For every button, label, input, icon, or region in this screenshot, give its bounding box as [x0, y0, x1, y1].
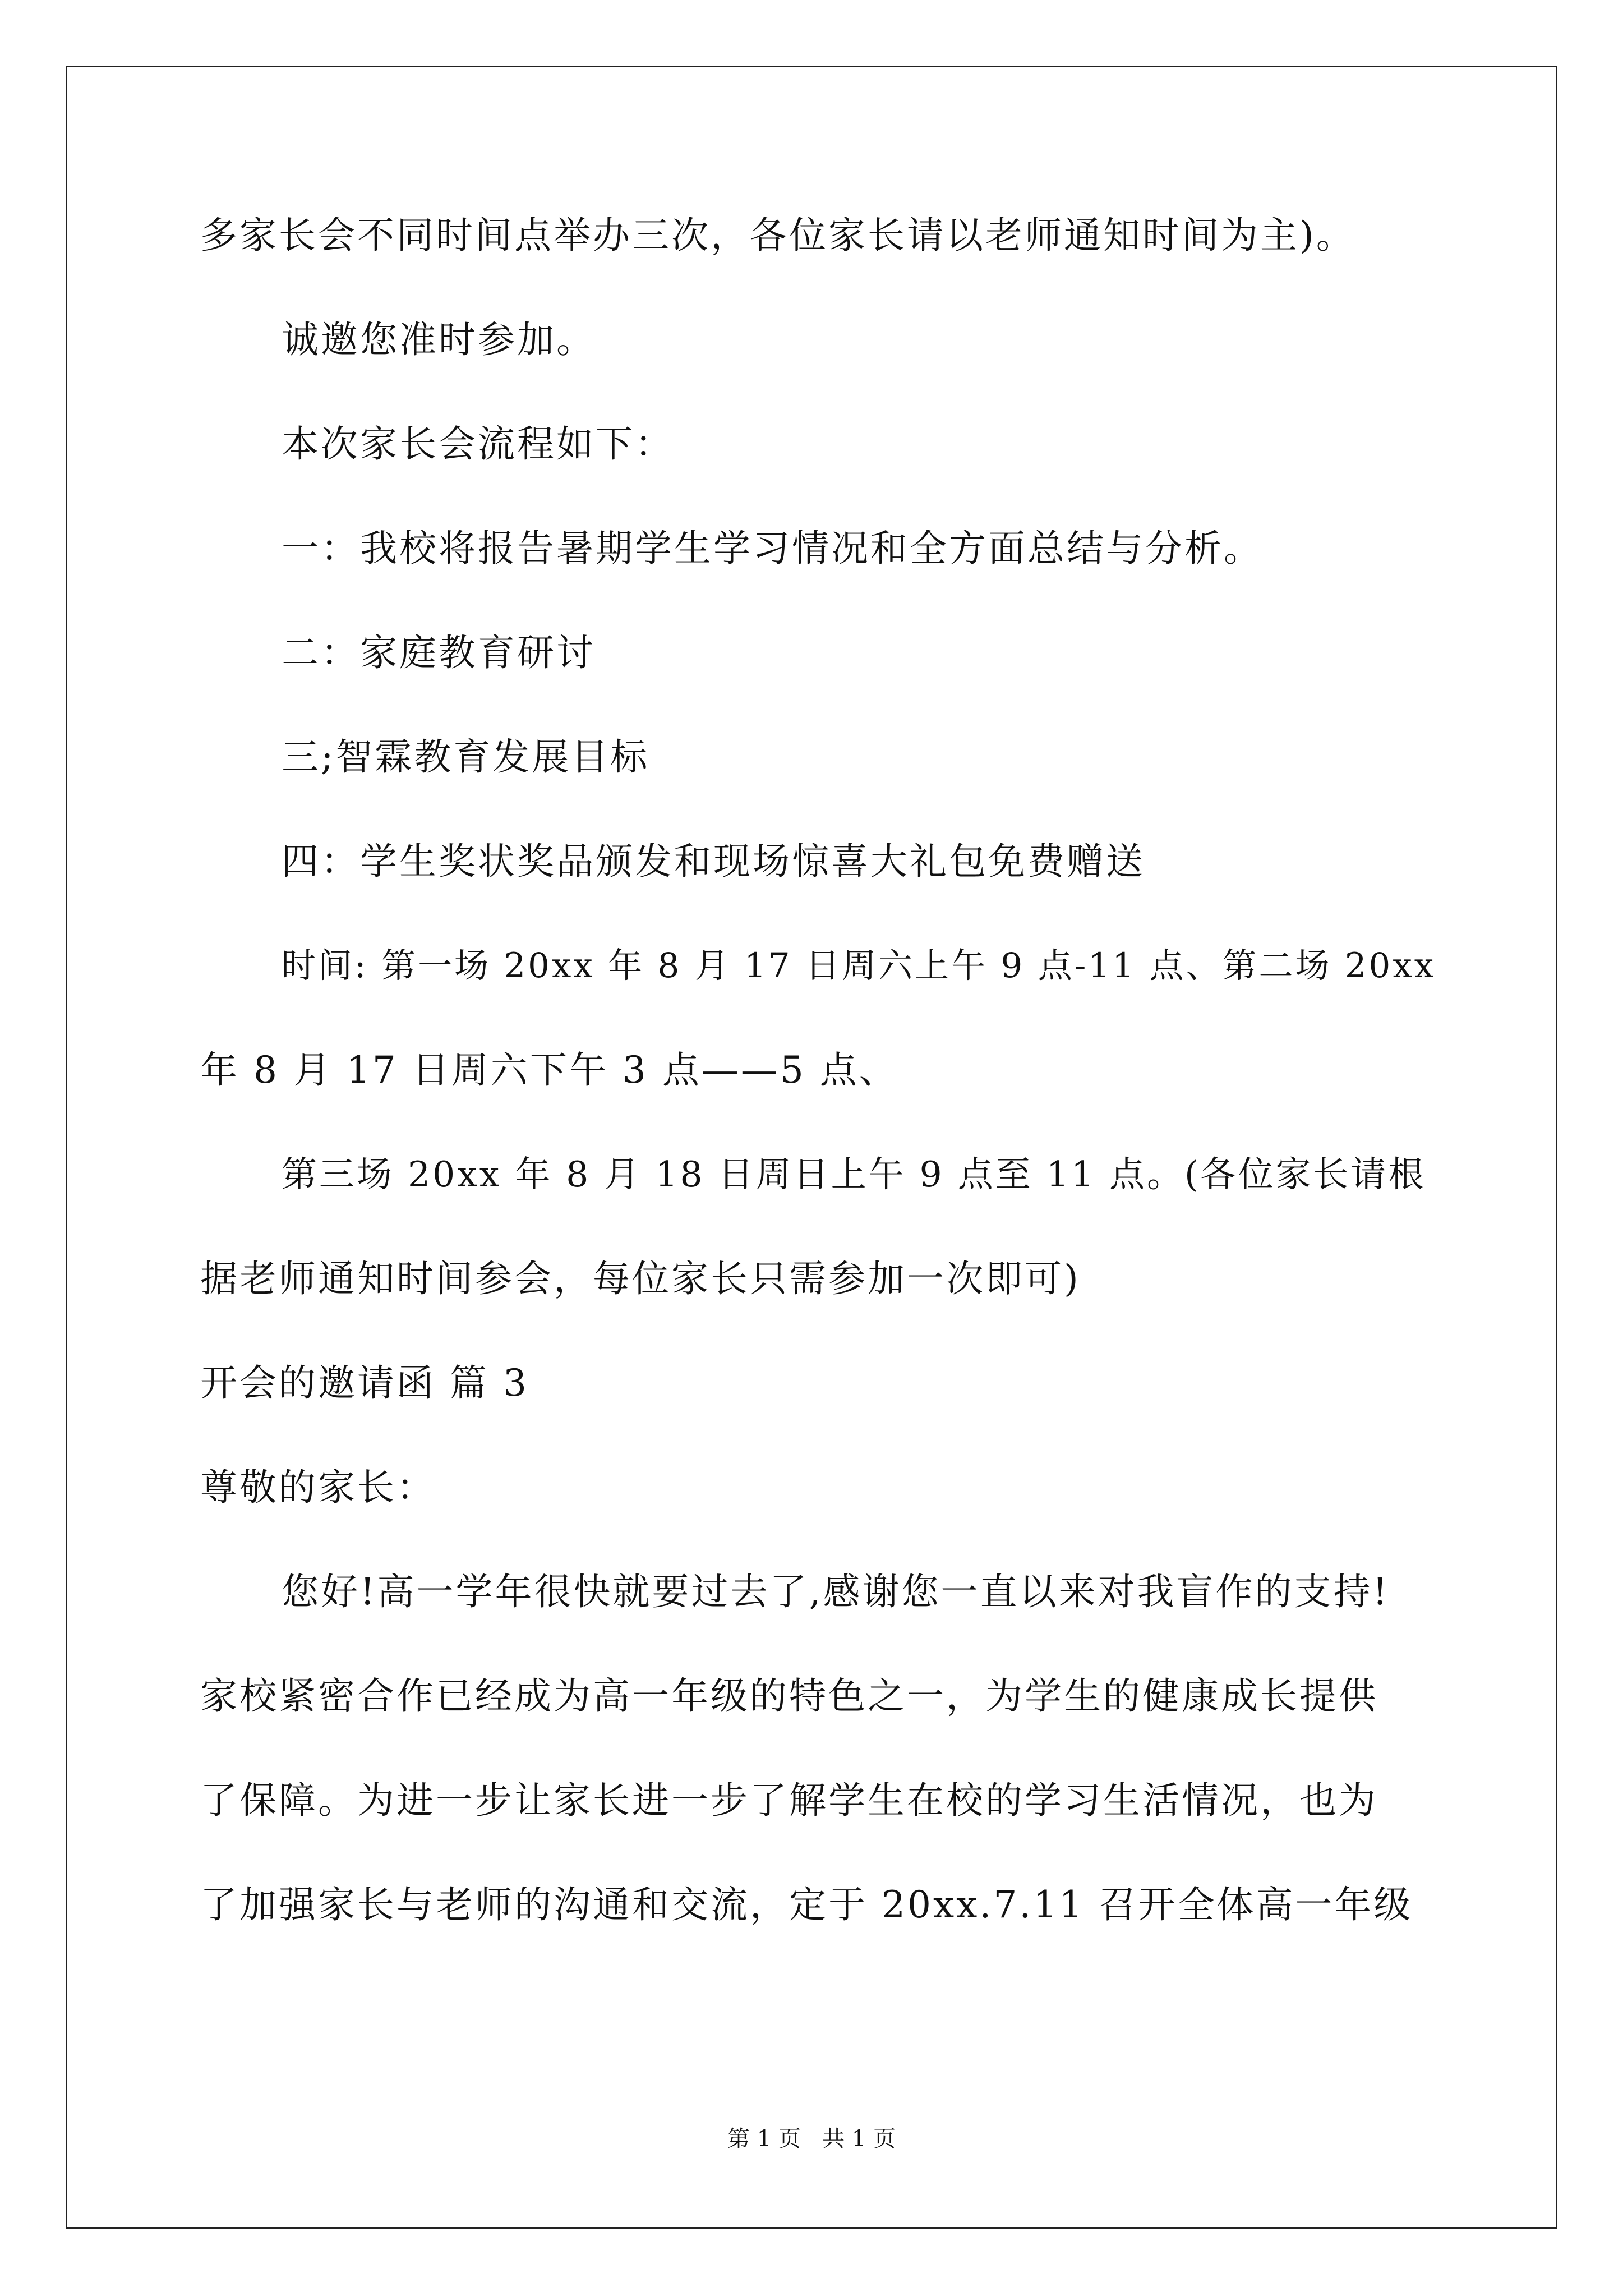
text-line-1: 多家长会不同时间点举办三次，各位家长请以老师通知时间为主)。 — [200, 214, 1355, 257]
section-heading: 开会的邀请函 篇 3 — [200, 1361, 529, 1405]
page-footer: 第 1 页 共 1 页 — [727, 2126, 896, 2152]
text-line-2: 诚邀您准时参加。 — [282, 318, 596, 361]
text-line-8: 时间: 第一场 20xx 年 8 月 17 日周六上午 9 点-11 点、第二场 20xx — [282, 946, 1436, 986]
text-line-11: 据老师通知时间参会，每位家长只需参加一次即可) — [200, 1257, 1081, 1300]
text-line-10: 第三场 20xx 年 8 月 18 日周日上午 9 点至 11 点。(各位家长请根 — [282, 1154, 1426, 1195]
text-line-15: 家校紧密合作已经成为高一年级的特色之一，为学生的健康成长提供 — [200, 1674, 1378, 1718]
text-line-14: 您好!高一学年很快就要过去了,感谢您一直以来对我盲作的支持! — [282, 1570, 1390, 1613]
text-line-6: 三;智霖教育发展目标 — [282, 735, 650, 779]
text-line-16: 了保障。为进一步让家长进一步了解学生在校的学习生活情况，也为 — [200, 1779, 1378, 1822]
text-line-7: 四：学生奖状奖品颁发和现场惊喜大礼包免费赠送 — [282, 840, 1145, 883]
salutation: 尊敬的家长： — [200, 1466, 436, 1509]
text-line-5: 二：家庭教育研讨 — [282, 631, 596, 674]
text-line-9: 年 8 月 17 日周六下午 3 点——5 点、 — [200, 1048, 898, 1092]
text-line-3: 本次家长会流程如下： — [282, 422, 674, 466]
text-line-4: 一：我校将报告暑期学生学习情况和全方面总结与分析。 — [282, 527, 1263, 570]
text-line-17: 了加强家长与老师的沟通和交流，定于 20xx.7.11 召开全体高一年级 — [200, 1883, 1413, 1926]
